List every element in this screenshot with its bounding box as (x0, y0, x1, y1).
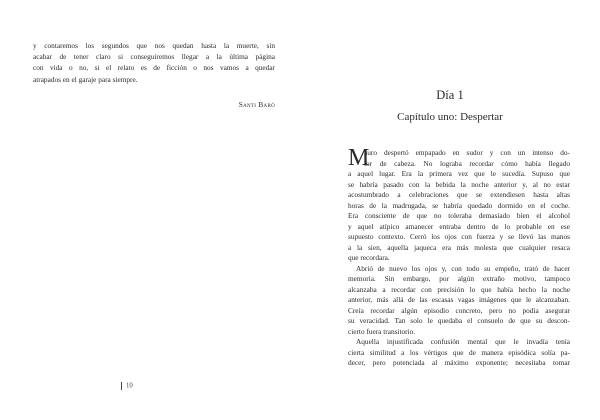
text-line: cierta similitud a los vértigos que de manera episódica solía pa- (348, 347, 570, 357)
chapter-day-heading: Día 1 (436, 88, 464, 102)
text-line: a la sien, aquella jaqueca era más molesta que cualquier resaca (348, 242, 570, 252)
text-line: que recordara. (348, 253, 390, 262)
text-line: con vida o no, si el relato es de ficción o nos vamos a quedar (33, 63, 275, 73)
chapter-body (348, 145, 570, 369)
text-line: Abrió de nuevo los ojos y, con todo su empeño, trató de hacer (356, 263, 570, 273)
text-line: alcanzaba a recordar con precisión lo que había hecho la noche (348, 284, 570, 294)
left-page-text (33, 40, 275, 85)
text-line: y aquel atípico amanecer entraba dentro de lo probable en ese (348, 221, 570, 231)
chapter-title: Capítulo uno: Despertar (397, 111, 503, 123)
author-signature: Santi Baró (238, 100, 275, 109)
text-line: Era consciente de que no toleraba demasiado bien el alcohol (348, 211, 570, 220)
text-line: decer, pero potenciada al máximo exponente; necesitaba tomar (348, 358, 570, 367)
page-number (117, 382, 133, 390)
page-number-value: 10 (126, 382, 133, 390)
text-line: lor de cabeza. No lograba recordar cómo había llegado (364, 158, 570, 168)
drop-cap: M (348, 145, 370, 171)
text-line: cierto fuera transitorio. (348, 326, 416, 336)
folio-bar-left (121, 382, 122, 390)
text-line: a aquel lugar. Era la primera vez que le sucedía. Supuso que (348, 169, 570, 178)
text-line: auro despertó empapado en sudor y con un intenso do- (364, 148, 570, 157)
text-line: horas de la madrugada, se habría quedado dormido en el coche. (348, 200, 570, 210)
text-line: acostumbrado a celebraciones que se extendiesen hasta altas (348, 190, 570, 199)
text-line: se habría pasado con la bebida la noche anterior y, al no estar (348, 179, 570, 189)
text-line: Creía recordar algún episodio concreto, pero no podía asegurar (348, 305, 570, 315)
text-line: Aquella injustificada confusión mental que le invadía tenía (356, 337, 570, 346)
text-line: supuesto contexto. Cerró los ojos con fuerza y se llevó las manos (348, 232, 570, 241)
right-page (300, 0, 600, 420)
text-line: y contaremos los segundos que nos quedan hasta la muerte, sin (33, 41, 275, 50)
text-line: acabar de tener claro si conseguiremos llegar a la última página (33, 52, 275, 62)
text-line: anterior, más allá de las escasas vagas imágenes que le alcanzaban. (348, 295, 570, 304)
text-line: memoria. Sin embargo, por algún extraño motivo, tampoco (348, 274, 570, 283)
text-line: atrapados en el garaje para siempre. (33, 74, 138, 84)
text-line: su veracidad. Tan solo le quedaba el consuelo de que su descon- (348, 316, 570, 325)
